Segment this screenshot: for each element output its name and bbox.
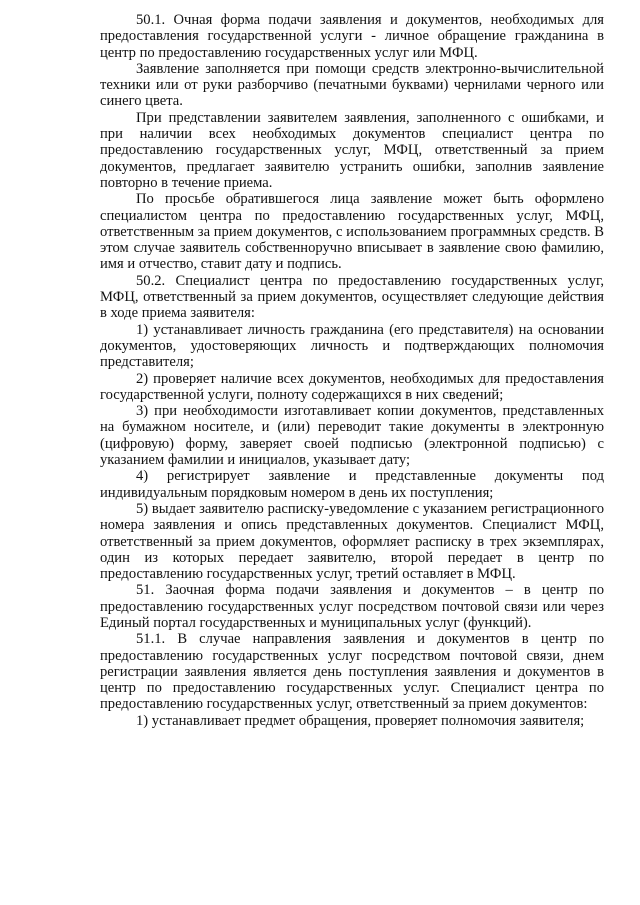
list-item-2-check-documents: 2) проверяет наличие всех документов, необходимых для предоставления государственной услуги, полноту содержащихся в них сведений; [100, 370, 604, 403]
list-item-1-subject: 1) устанавливает предмет обращения, проверяет полномочия заявителя; [136, 712, 585, 729]
paragraph-application-filling: Заявление заполняется при помощи средств электронно-вычислительной техники или от руки разборчиво (печатными буквами) чернилами черного или синего цвета. [100, 60, 604, 110]
paragraph-51: 51. Заочная форма подачи заявления и документов – в центр по предоставлению государственных услуг посредством почтовой связи или через Единый портал государственных и муниципальных услуг (функций). [100, 582, 604, 631]
paragraph-50-2: 50.2. Специалист центра по предоставлению государственных услуг, МФЦ, ответственный за прием документов, осуществляет следующие действия в ходе приема заявителя: [100, 272, 604, 322]
list-item-5-receipt: 5) выдает заявителю расписку-уведомление с указанием регистрационного номера заявления и опись представленных документов. Специалист МФЦ, ответственный за прием документов, оформляет расписку в трех экземплярах, один из которых передает заявителю, второй передает в центр по предоставлению государственных услуг, третий оставляет в МФЦ. [100, 500, 604, 583]
paragraph-51-1: 51.1. В случае направления заявления и документов в центр по предоставлению государственных услуг посредством почтовой связи, днем регистрации заявления является день поступления заявления и документов в центр по предоставлению государственных услуг. Специалист центра по предоставлению государственных услуг, ответственный за прием документов: [100, 631, 604, 713]
paragraph-50-1: 50.1. Очная форма подачи заявления и документов, необходимых для предоставления государственной услуги - личное обращение гражданина в центр по предоставлению государственных услуг или МФЦ. [100, 12, 604, 61]
list-item-4-register: 4) регистрирует заявление и представленные документы под индивидуальным порядковым номером в день их поступления; [100, 468, 604, 501]
paragraph-specialist-fills-application: По просьбе обратившегося лица заявление может быть оформлено специалистом центра по предоставлению государственных услуг, МФЦ, ответственным за прием документов, с использованием программных средств. В этом случае заявитель собственноручно вписывает в заявление свою фамилию, имя и отчество, ставит дату и подпись. [100, 191, 604, 273]
paragraph-errors-in-application: При представлении заявителем заявления, заполненного с ошибками, и при наличии всех необходимых документов специалист центра по предоставлению государственных услуг, МФЦ, ответственный за прием документов, предлагает заявителю устранить ошибки, заполнив заявление повторно в течение приема. [100, 109, 604, 191]
list-item-3-copies: 3) при необходимости изготавливает копии документов, представленных на бумажном носителе, и (или) переводит такие документы в электронную (цифровую) форму, заверяет своей подписью (электронной подписью) с указанием фамилии и инициалов, указывает дату; [100, 403, 604, 469]
list-item-1-identity: 1) устанавливает личность гражданина (его представителя) на основании документов, удостоверяющих личность и подтверждающих полномочия представителя; [100, 321, 604, 371]
document-page [100, 12, 604, 729]
